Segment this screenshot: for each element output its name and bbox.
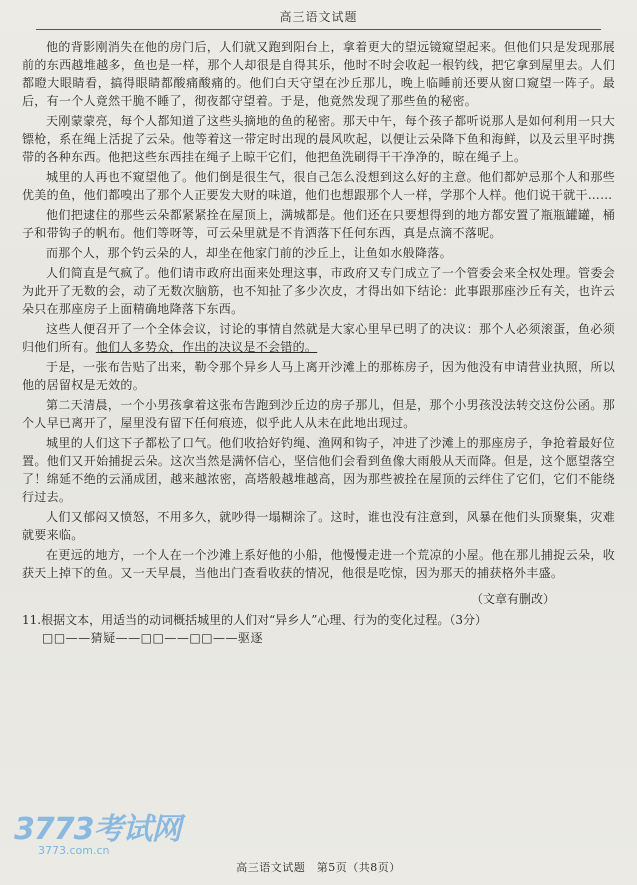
watermark-url: 3773.com.cn [38,844,110,857]
page-footer [0,859,637,875]
paragraph-5: 而那个人，那个钓云朵的人，却坐在他家门前的沙丘上，让鱼如水般降落。 [46,246,452,260]
paragraph-9: 第二天清晨，一个小男孩拿着这张布告跑到沙丘边的房子那儿，但是，那个小男孩没法转交这份公函。那个人早已离开了，屋里没有留下任何痕迹，似乎此人从未在此地出现过。 [22,398,615,430]
paragraph-7 [22,320,615,356]
paragraph-8: 于是，一张布告贴了出来，勒令那个异乡人马上离开沙滩上的那栋房子，因为他没有申请营业执照，所以他的居留权是无效的。 [22,360,615,392]
question-11: 11.根据文本，用适当的动词概括城里的人们对“异乡人”心理、行为的变化过程。（3分） [22,613,487,627]
paragraph-11: 人们又郁闷又愤怒，不用多久，就吵得一塌糊涂了。这时，谁也没有注意到，风暴在他们头顶聚集，灾难就要来临。 [22,510,615,542]
header-title: 高三语文试题 [279,10,358,24]
footer-page-number: 高三语文试题 第5页（共8页） [236,861,401,874]
watermark-logo [14,804,181,857]
paragraph-10: 城里的人们这下子都松了口气。他们收拾好钓绳、渔网和钩子，冲进了沙滩上的那座房子，争抢着最好位置。他们又开始捕捉云朵。这次当然是满怀信心，坚信他们会看到鱼像大雨般从天而降。但是，这个愿望落空了！绵延不绝的云涌成团，越来越浓密，高塔般越堆越高，因为那些被拴在屋顶的云绊住了它们，它们不能绕行过去。 [22,436,615,504]
underlined-sentence: 他们人多势众，作出的决议是不会错的。 [95,340,318,354]
paragraph-7-text: 这些人便召开了一个全体会议，讨论的事情自然就是大家心里早已明了的决议：那个人必须滚蛋，鱼必须归他们所有。 [22,322,615,354]
question-11-answer-blanks: □□——猜疑——□□——□□——驱逐 [42,631,264,645]
source-note: （文章有删改） [470,592,555,606]
paragraph-3: 城里的人再也不窥望他了。他们倒是很生气，很自己怎么没想到这么好的主意。他们都妒忌那个人和那些优美的鱼，他们都嗅出了那个人正要发大财的味道，他们也想跟那个人一样，学那个人样。他们说干就干…… [22,170,615,202]
paragraph-4: 他们把逮住的那些云朵都紧紧拴在屋顶上，满城都是。他们还在只要想得到的地方都安置了瓶瓶罐罐，桶子和带钩子的帆布。他们等呀等，可云朵里就是不肯洒落下任何东西，真是点滴不落呢。 [22,208,615,240]
paragraph-12: 在更远的地方，一个人在一个沙滩上系好他的小船，他慢慢走进一个荒凉的小屋。他在那儿捕捉云朵，收获天上掉下的鱼。又一天早晨，当他出门查看收获的情况，他很是吃惊，因为那天的捕获格外丰盛。 [22,548,615,580]
paragraph-1: 他的背影刚消失在他的房门后，人们就又跑到阳台上，拿着更大的望远镜窥望起来。但他们只是发现那展前的东西越堆越多，鱼也是一样，那个人却很是自得其乐，他时不时会收起一根钓线，把它拿到屋里去。人们都瞪大眼睛看，搞得眼睛都酸痛酸痛的。他们白天守望在沙丘那儿，晚上临睡前还要从窗口窥望一阵子。最后，有一个人竟然干脆不睡了，彻夜都守望着。于是，他竟然发现了那些鱼的秘密。 [22,40,615,108]
paragraph-6: 人们简直是气疯了。他们请市政府出面来处理这事，市政府又专门成立了一个管委会来全权处理。管委会为此开了无数的会，动了无数次脑筋，也不知扯了多少次皮，才得出如下结论：此事跟那座沙丘有关，也许云朵只在那座房子上面精确地降落下东西。 [22,266,615,316]
paragraph-2: 天刚蒙蒙亮，每个人都知道了这些头摘地的鱼的秘密。那天中午，每个孩子都听说那人是如何利用一只大镖枪，系在绳上活捉了云朵。他等着这一带定时出现的晨风吹起，以便让云朵降下鱼和海鲜，以及云里平时携带的各种东西。他把这些东西挂在绳子上晾干它们，他把鱼洗刷得干干净净的，晾在绳子上。 [22,114,615,164]
page-header [36,8,601,30]
reading-passage [22,38,615,647]
watermark-brand: 3773考试网 [14,812,181,847]
